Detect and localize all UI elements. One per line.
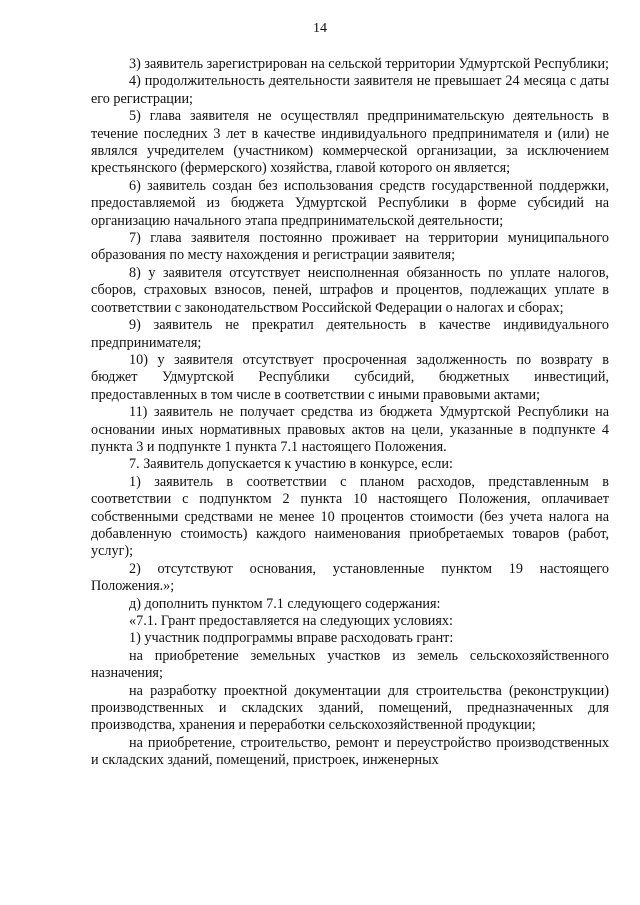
paragraph-item-3: 3) заявитель зарегистрирован на сельской территории Удмуртской Республики; [129,56,609,72]
clause-7-item-2: 2) отсутствуют основания, установленные пунктом 19 настоящего Положения.»; [91,560,609,595]
grant-use-construction: на приобретение, строительство, ремонт и переустройство производственных и складских зданий, помещений, пристроек, инженерных [91,734,609,769]
paragraph-item-10: 10) у заявителя отсутствует просроченная задолженность по возврату в бюджет Удмуртской Республики субсидий, бюджетных инвестиций, предоставленных в том числе в соответствии с иными правовыми актами; [91,351,609,403]
clause-7-heading: 7. Заявитель допускается к участию в конкурсе, если: [129,456,453,473]
paragraph-item-11: 11) заявитель не получает средства из бюджета Удмуртской Республики на основании иных нормативных правовых актов на цели, указанные в подпункте 4 пункта 3 и подпункте 1 пункта 7.1 настоящего Положения. [91,404,609,455]
clause-7-item-1: 1) заявитель в соответствии с планом расходов, представленным в соответствии с подпунктом 2 пункта 10 настоящего Положения, оплачивает собственными средствами не менее 10 процентов стоимости (без учета налога на добавленную стоимость) каждого наименования приобретаемых товаров (работ, услуг); [91,473,609,560]
page-number: 14 [313,21,327,36]
paragraph-item-6: 6) заявитель создан без использования средств государственной поддержки, предоставляемой из бюджета Удмуртской Республики в форме субсидий на организацию начального этапа предпринимательской деятельности; [91,177,609,229]
clause-7-1-item-1: 1) участник подпрограммы вправе расходовать грант: [129,630,454,647]
paragraph-item-7: 7) глава заявителя постоянно проживает на территории муниципального образования по месту нахождения и регистрации заявителя; [91,230,609,264]
document-body [91,56,609,770]
clause-7-1-heading: «7.1. Грант предоставляется на следующих условиях: [129,613,453,629]
grant-use-design: на разработку проектной документации для строительства (реконструкции) производственных и складских зданий, помещений, предназначенных для производства, хранения и переработки сельскохозяйственной продукции; [91,682,609,734]
paragraph-item-8: 8) у заявителя отсутствует неисполненная обязанность по уплате налогов, сборов, страховых взносов, пеней, штрафов и процентов, подлежащих уплате в соответствии с законодательством Российской Федерации о налогах и сборах; [91,264,609,316]
paragraph-item-9: 9) заявитель не прекратил деятельность в качестве индивидуального предпринимателя; [91,317,609,351]
grant-use-land: на приобретение земельных участков из земель сельскохозяйственного назначения; [91,647,609,682]
paragraph-item-4: 4) продолжительность деятельности заявителя не превышает 24 месяца с даты его регистрации; [91,73,609,107]
amendment-d: д) дополнить пунктом 7.1 следующего содержания: [129,595,441,612]
paragraph-item-5: 5) глава заявителя не осуществлял предпринимательскую деятельность в течение последних 3 лет в качестве индивидуального предпринимателя и (или) не являлся учредителем (участником) коммерческой организации, за исключением крестьянского (фермерского) хозяйства, главой которого он является; [91,108,609,177]
